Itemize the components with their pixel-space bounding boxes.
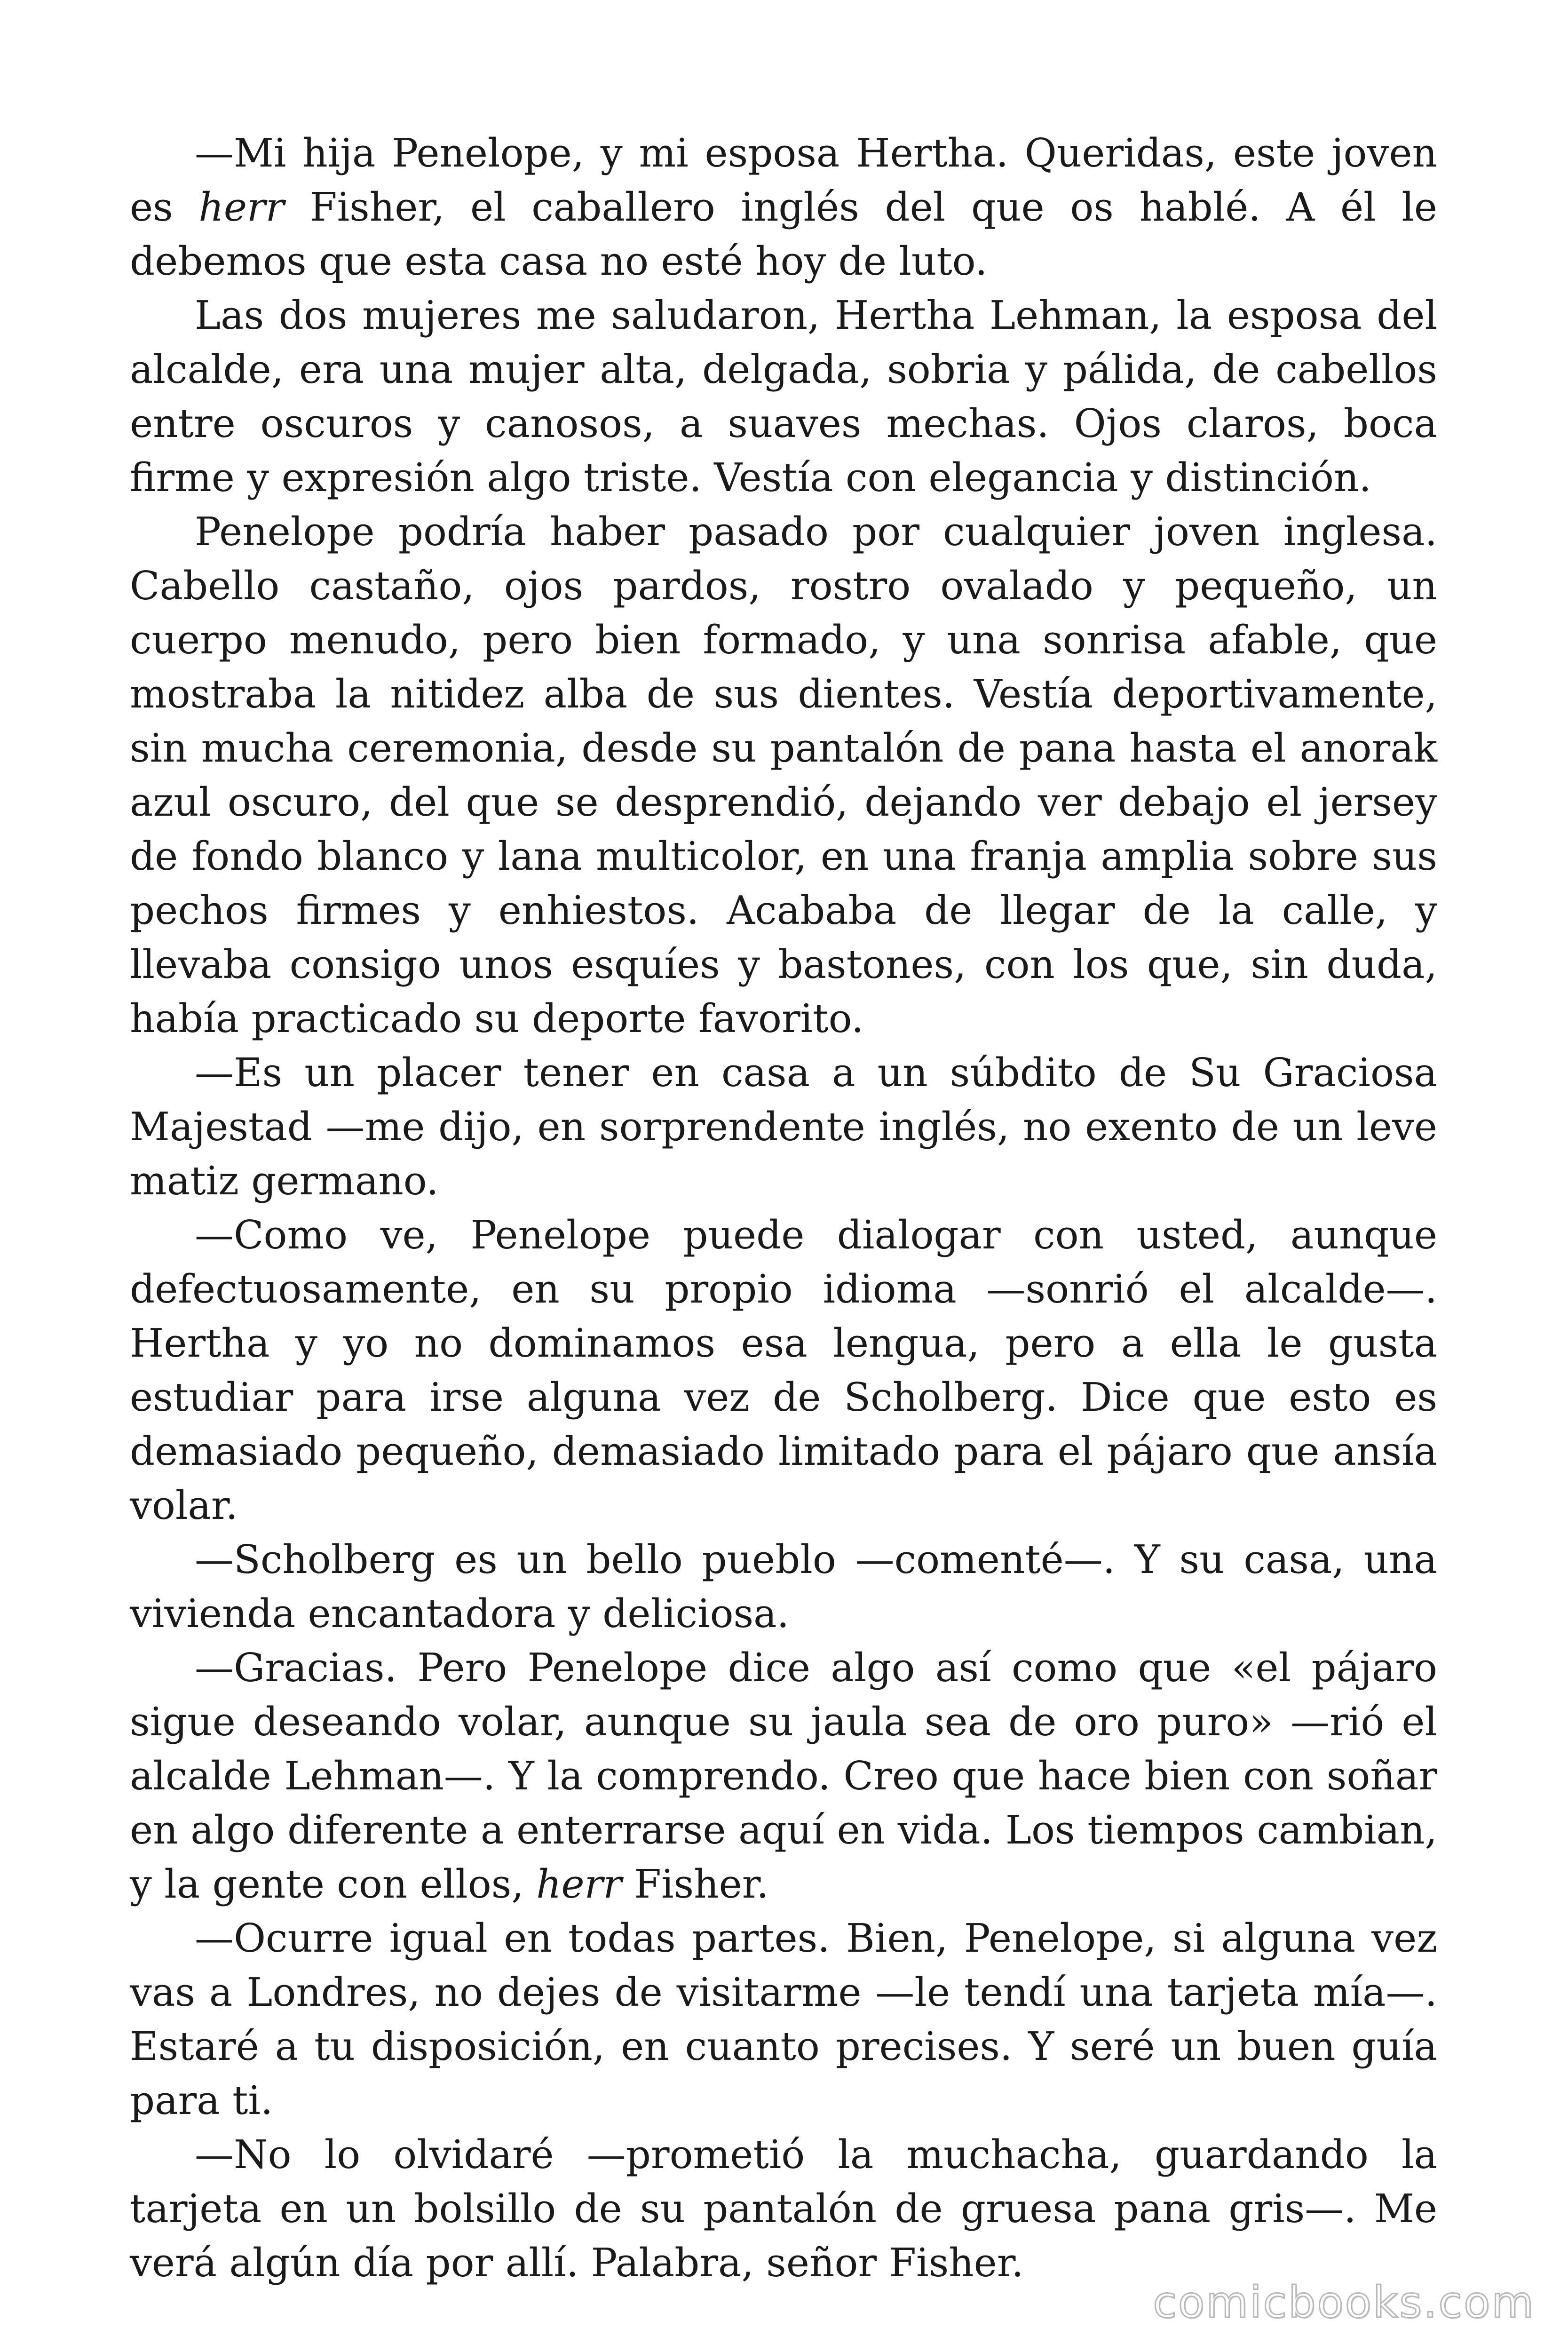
paragraph (130, 1641, 1437, 1911)
paragraph: —Scholberg es un bello pueblo —comenté—. Y su casa, una vivienda encantadora y deliciosa. (130, 1537, 1437, 1637)
paragraph-text-segment: Fisher. (622, 1861, 769, 1907)
paragraph-text-segment: —Mi hija Penelope, y mi esposa Hertha. Queridas, este joven es (130, 130, 1437, 230)
paragraph: —Es un placer tener en casa a un súbdito de Su Graciosa Majestad —me dijo, en sorprendente inglés, no exento de un leve matiz germano. (130, 1050, 1437, 1204)
italic-word: herr (198, 184, 285, 230)
paragraph: —No lo olvidaré —prometió la muchacha, guardando la tarjeta en un bolsillo de su pantalón de gruesa pana gris—. Me verá algún día por allí. Palabra, señor Fisher. (130, 2132, 1437, 2286)
paragraph: Penelope podría haber pasado por cualquier joven inglesa. Cabello castaño, ojos pardos, rostro ovalado y pequeño, un cuerpo menudo, pero bien formado, y una sonrisa afable, que mostraba la nitidez alba de sus dientes. Vestía deportivamente, sin mucha ceremonia, desde su pantalón de pana hasta el anorak azul oscuro, del que se desprendió, dejando ver debajo el jersey de fondo blanco y lana multicolor, en una franja amplia sobre sus pechos firmes y enhiestos. Acababa de llegar de la calle, y llevaba consigo unos esquíes y bastones, con los que, sin duda, había practicado su deporte favorito. (130, 509, 1437, 1041)
paragraph: —Como ve, Penelope puede dialogar con usted, aunque defectuosamente, en su propio idioma —sonrió el alcalde—. Hertha y yo no dominamos esa lengua, pero a ella le gusta estudiar para irse alguna vez de Scholberg. Dice que esto es demasiado pequeño, demasiado limitado para el pájaro que ansía volar. (130, 1212, 1437, 1528)
paragraph-text-segment: —Gracias. Pero Penelope dice algo así como que «el pájaro sigue deseando volar, aunque su jaula sea de oro puro» —rió el alcalde Lehman—. Y la comprendo. Creo que hace bien con soñar en algo diferente a enterrarse aquí en vida. Los tiempos cambian, y la gente con ellos, (130, 1645, 1437, 1907)
italic-word: herr (536, 1861, 622, 1907)
paragraph-text-segment: Fisher, el caballero inglés del que os hablé. A él le debemos que esta casa no esté hoy de luto. (130, 184, 1437, 284)
paragraph: —Ocurre igual en todas partes. Bien, Penelope, si alguna vez vas a Londres, no dejes de visitarme —le tendí una tarjeta mía—. Estaré a tu disposición, en cuanto precises. Y seré un buen guía para ti. (130, 1915, 1437, 2123)
paragraph (130, 126, 1437, 288)
paragraph: Las dos mujeres me saludaron, Hertha Lehman, la esposa del alcalde, era una mujer alta, delgada, sobria y pálida, de cabellos entre oscuros y canosos, a suaves mechas. Ojos claros, boca firme y expresión algo triste. Vestía con elegancia y distinción. (130, 293, 1437, 501)
watermark-text: comicbooks.com (1153, 2277, 1535, 2328)
page-body-text (130, 126, 1437, 2290)
